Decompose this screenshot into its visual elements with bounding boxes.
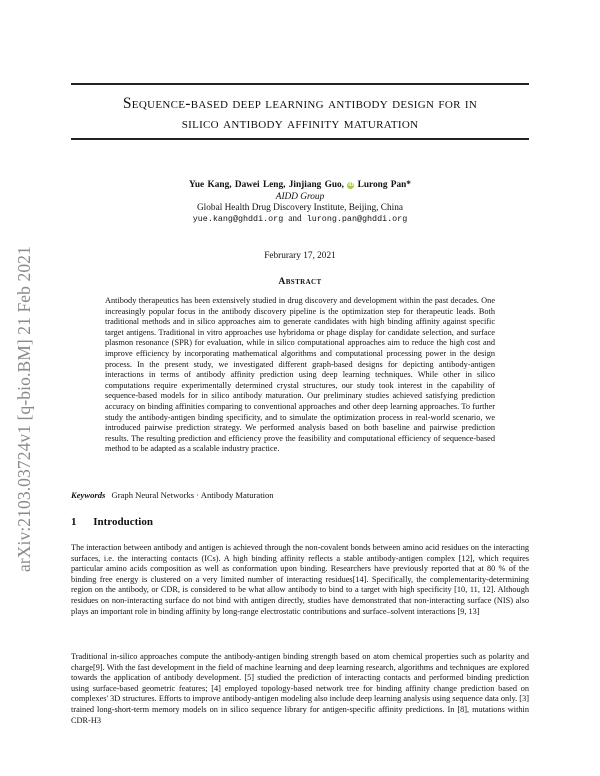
section-title: Introduction bbox=[93, 516, 153, 528]
section-number: 1 bbox=[71, 516, 77, 528]
author-group: AIDD Group bbox=[275, 192, 325, 202]
abstract-heading: Abstract bbox=[278, 276, 322, 287]
paper-date: Februrary 17, 2021 bbox=[264, 251, 336, 261]
keywords-label: Keywords bbox=[71, 490, 106, 500]
corresponding-author: Lurong Pan* bbox=[357, 180, 411, 190]
email-kang[interactable]: yue.kang@ghddi.org bbox=[192, 214, 284, 224]
author-emails bbox=[71, 214, 529, 224]
email-pan[interactable]: lurong.pan@ghddi.org bbox=[306, 214, 408, 224]
email-separator: and bbox=[288, 214, 302, 224]
orcid-icon[interactable]: iD bbox=[348, 183, 354, 188]
keywords bbox=[71, 490, 529, 500]
title-bottom-rule bbox=[71, 138, 529, 140]
author-list bbox=[71, 180, 529, 190]
intro-paragraph-1: The interaction between antibody and antigen is achieved through the non-covalent bonds between amino acid residues on the interacting surfaces, i.e. the interacting contacts (ICs). A high binding affinity reflects a stable antibody-antigen complex [12], which requires particular amino acids composition as well as conformation upon binding. Researchers have previously reported that at 80 % of the binding free energy is clustered on a very limited number of interacting residues[14]. Specifically, the complementarity-determining region on the antibody, or CDR, is considered to be what allow antibody to bind to a target with high specificity [10, 11, 12]. Although residues on non-interacting surface do not bind with antigen directly, studies have demonstrated that non-interacting surface (NIS) also plays an important role in binding affinity by long-range electrostatic contributions and surface–solvent interactions [9, 13] bbox=[71, 543, 529, 616]
paper-title bbox=[71, 94, 529, 134]
keywords-text: Graph Neural Networks · Antibody Maturation bbox=[111, 490, 274, 500]
arxiv-identifier: arXiv:2103.03724v1 [q-bio.BM] 21 Feb 2021 bbox=[14, 246, 34, 572]
intro-paragraph-2: Traditional in-silico approaches compute the antibody-antigen binding strength based on atom chemical properties such as polarity and charge[9]. With the fast development in the field of machine learning and deep learning research, algorithms and techniques are explored towards the application of antibody development. [5] studied the prediction of interacting contacts and performed binding prediction using surface-based geometric features; [4] employed topology-based network tree for binding affinity change prediction based on complexes' 3D structures. Efforts to improve antibody-antigen modeling also include deep learning analysis using sequence data only. [3] trained long-short-term memory models on in silico sequence library for antigen-specific affinity predictions. In [8], mutations within CDR-H3 bbox=[71, 652, 529, 725]
abstract-text: Antibody therapeutics has been extensively studied in drug discovery and development within the past decades. One increasingly popular focus in the antibody discovery pipeline is the optimization step for therapeutic leads. Both traditional methods and in silico approaches aim to generate candidates with high binding affinity against specific target antigens. Traditional in vitro approaches use hybridoma or phage display for candidate selection, and surface plasmon resonance (SPR) for evaluation, while in silico computational approaches aim to reduce the high cost and improve efficiency by incorporating mathematical algorithms and computational processing power in the design process. In the present study, we investigated different graph-based designs for depicting antibody-antigen interactions in terms of antibody affinity prediction using deep learning techniques. While other in silico computations require experimentally determined crystal structures, our study took interest in the capability of sequence-based models for in silico antibody maturation. Our preliminary studies achieved satisfying prediction accuracy on binding affinities comparing to conventional approaches and other deep learning approaches. To further study the antibody-antigen binding specificity, and to simulate the optimization process in real-world scenario, we introduced pairwise prediction strategy. We performed analysis based on both baseline and pairwise prediction results. The resulting prediction and efficiency prove the feasibility and computational efficiency of sequence-based method to be adapted as a scalable industry practice. bbox=[105, 296, 495, 454]
title-line-2: silico antibody affinity maturation bbox=[181, 115, 419, 132]
title-line-1: Sequence-based deep learning antibody design for in bbox=[122, 95, 478, 112]
author-institute: Global Health Drug Discovery Institute, Beijing, China bbox=[196, 203, 404, 213]
author-names: Yue Kang, Dawei Leng, Jinjiang Guo, bbox=[189, 180, 345, 190]
section-heading bbox=[71, 516, 153, 528]
title-top-rule bbox=[71, 83, 529, 85]
